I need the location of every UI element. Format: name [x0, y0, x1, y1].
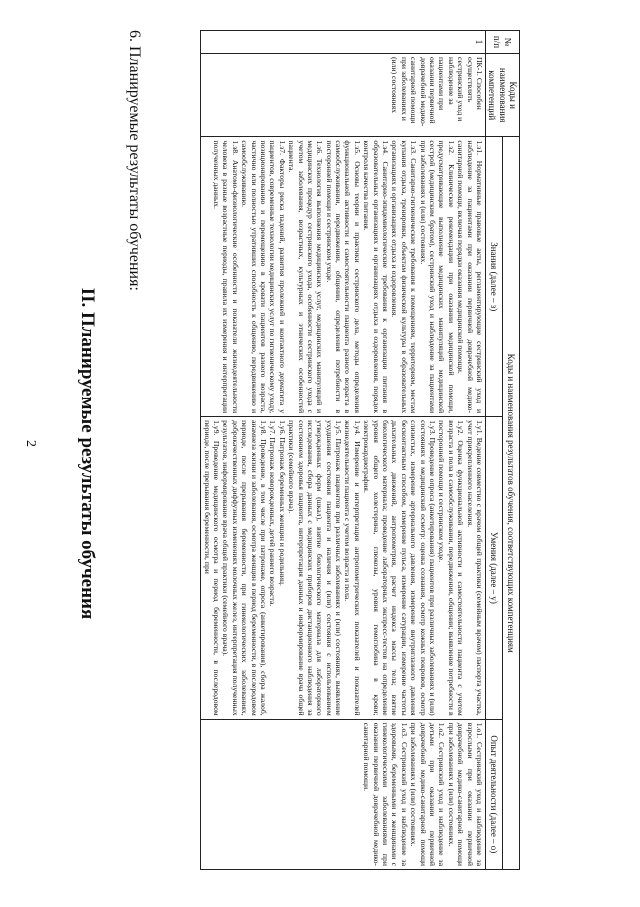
experience-item: 1.о1. Сестринский уход и наблюдение за взрослыми при оказании первичной доврачебной медико-санитарной помощи при заболеваниях и (или) состояниях.	[446, 722, 484, 866]
skill-item: 1.у1. Ведение совместно с врачом общей практики (семейным врачом) паспорта участка, учет прикрепленного населения.	[465, 420, 484, 716]
skill-item: 1.у5. Патронаж пациентов при различных заболеваниях и (или) состояниях, выявление ухудшения состояния пациента и наличия и (или) состояния с использованием утвержденных форм (шкал), взятие биологического материала для лабораторного исследования, сбора данных с медицинских приборов дистанционного наблюдения за состоянием здоровья пациента, интерпретация данных и информирование врача общей практики (семейного врача).	[287, 420, 344, 716]
row-number: 1	[201, 31, 486, 54]
skill-item: 1.у8. Проведение, в том числе при патронаже, опроса (анкетирования), сбора жалоб, анамнеза жизни и заболевания, осмотра женщин в период беременности, в послеродовом периоде, после прерывания беременности, при гинекологических заболеваниях, доброкачественных диффузных изменениях молочных желез, интерпретация полученных результатов, информирование врача общей практики (семейного врача).	[221, 420, 268, 716]
header-experience: Опыт деятельности (далее – о)	[485, 719, 502, 869]
knowledge-item: 1.з5. Основы теории и практики сестринского дела, методы определения функциональной активности и самостоятельности пациента разного возраста в самообслуживании, передвижении, общении, определения потребности в посторонней помощи и сестринском уходе.	[324, 140, 362, 414]
skill-item: 1.у7. Патронаж новорожденных, детей раннего возраста.	[268, 420, 278, 607]
knowledge-item: 1.з2. Клинические рекомендации при оказании медицинской помощи, предусматривающие выполнение медицинских манипуляций медицинской сестрой (медицинским братом), сестринский уход и наблюдение за пациентами при заболеваниях и (или) состояниях.	[418, 140, 456, 414]
knowledge-item: 1.з1. Нормативные правовые акты, регламентирующие сестринский уход и наблюдение за пациентами при оказании первичной доврачебной медико-санитарной помощи, включая порядки оказания медицинской помощи.	[456, 140, 484, 414]
table-caption: 6. Планируемые результаты обучения:	[126, 30, 143, 291]
table-row	[201, 31, 486, 870]
learning-outcomes-table	[200, 30, 520, 870]
experience-item: 1.о2. Сестринский уход и наблюдение за детьми при оказании первичной доврачебной медико-санитарной помощи при заболеваниях и (или) состояниях.	[409, 722, 447, 866]
header-outcomes-group: Коды и наименования результатов обучения, соответствующих компетенциям	[502, 137, 519, 870]
skill-item: 1.у2. Оценка функциональной активности и самостоятельности пациента с учетом возраста и пола в самообслуживании, передвижении, общении; выявление потребности в посторонней помощи и сестринском уходе.	[437, 420, 466, 716]
header-competence: Коды и наименования компетенций	[485, 53, 519, 136]
page-number: 2	[23, 440, 38, 447]
knowledge-cell	[201, 137, 486, 417]
skills-cell	[201, 417, 486, 720]
experience-item: 1.о3. Сестринский уход и наблюдение за здоровыми, беременными и женщинами с гинекологическими заболеваниями при оказании первичной доврачебной медико-санитарной помощи.	[362, 722, 409, 866]
experience-cell	[201, 719, 486, 869]
knowledge-item: 1.з3. Санитарно-гигиенические требования к помещениям, территориям, местам купания отдыха, тренировки, объектам физической культуры в образовательных организациях и организациях отдыха и оздоровления.	[390, 140, 419, 414]
skill-item: 1.у6. Патронаж беременных женщин и родильниц.	[277, 420, 287, 586]
header-knowledge: Знания (далее – з)	[485, 137, 502, 417]
competence-cell: ПК-1. Способен осуществлять сестринский уход и наблюдение за пациентами при оказании первичной доврачебной медико-санитарной помощи при заболеваниях и (или) состояниях	[201, 53, 486, 136]
knowledge-item: 1.з8. Анатомо-физиологические особенности и показатели жизнедеятельности человека в разные возрастные периоды, правила их измерения и интерпретации полученных данных.	[212, 140, 240, 414]
skill-item: 1.у3. Проведение опроса (анкетирования) пациентов при различных заболеваниях и (или) состояниях и медицинский осмотр: оценка сознания, осмотр кожных покровов, осмотр слизистых, измерение артериального давления, измерение внутриглазного давления бесконтактным способом, измерение пульса, измерение сатурации, измерение частоты дыхательных движений, антропометрия, расчет индекса массы тела; взятие биологического материала; проведение лабораторных экспресс-тестов на определение уровня общего холестерина, глюкозы, уровня гемоглобина в крови; электрокардиография.	[362, 420, 438, 716]
header-num: № п/п	[485, 31, 519, 54]
section-title: II. Планируемые результаты обучения	[77, 287, 98, 620]
skill-item: 1.у9. Проведение медицинского осмотра и период беременности, в послеродовом периоде, после прерывания беременности, при	[202, 420, 222, 716]
knowledge-item: 1.з6. Технология выполнения медицинских услуг, медицинских манипуляций и медицинских процедур сестринского ухода, особенности сестринского ухода с учетом заболевания, возрастных, культурных и этнических особенностей пациента.	[287, 140, 325, 414]
header-skills: Умения (далее – у)	[485, 417, 502, 720]
knowledge-item: 1.з4. Санитарно-эпидемиологические требования к организации питания в образовательных организациях и организациях отдыха и оздоровления, порядок контроля качества питания.	[362, 140, 391, 414]
skill-item: 1.у4. Измерение и интерпретация антропометрических показателей и показателей жизнедеятельности пациента с учетом возраста и пола.	[343, 420, 362, 716]
knowledge-item: 1.з7. Факторы риска падений, развития пролежней и контактного дерматита у пациентов, современные технологии медицинских услуг по гигиеническому уходу, позиционированию и перемещению в кровати пациентов разного возраста, частично или полностью утративших способность к общению, передвижению и самообслуживанию.	[240, 140, 287, 414]
